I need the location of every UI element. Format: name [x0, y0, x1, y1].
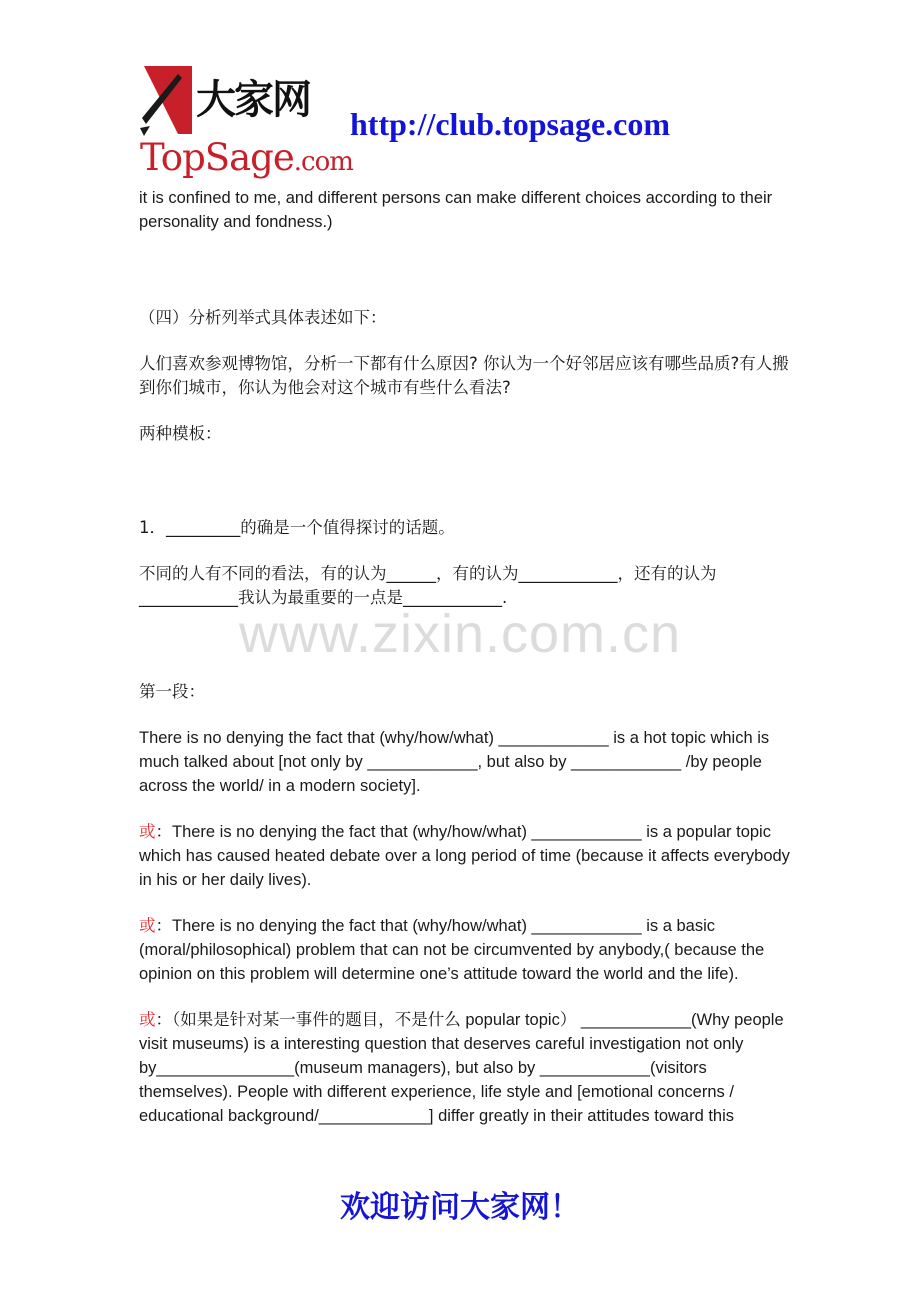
option-paragraph-1: There is no denying the fact that (why/how/what) ____________ is a hot topic which is much talked about [not only by ____________, but also by ____________ /by people across the world/ in a modern society]. [139, 729, 770, 795]
logo-english-text [140, 136, 353, 179]
option-paragraph-3 [139, 914, 799, 986]
option-paragraph-4 [139, 1008, 799, 1128]
question-paragraph: 人们喜欢参观博物馆，分析一下都有什么原因? 你认为一个好邻居应该有哪些品质?有人搬到你们城市，你认为他会对这个城市有些什么看法? [139, 354, 789, 397]
colon: ： [155, 822, 172, 841]
colon: ： [155, 1010, 172, 1029]
option-text: There is no denying the fact that (why/how/what) ____________ is a basic (moral/philosophical) problem that can not be circumvented by anybody,( because the opinion on this problem will determine one’s attitude toward the world and the life). [139, 917, 765, 983]
or-label: 或 [139, 1010, 156, 1029]
template-item-1: 1．_________的确是一个值得探讨的话题。 [139, 518, 455, 537]
colon: ： [155, 916, 172, 935]
templates-label: 两种模板： [139, 424, 222, 443]
option-text: There is no denying the fact that (why/how/what) ____________ is a popular topic which has caused heated debate over a long period of time (because it affects everybody in his or her daily lives). [139, 823, 790, 889]
option-text: （如果是针对某一事件的题目，不是什么 popular topic） ____________(Why people visit museums) is a interesting question that deserves careful investigation not only by_______________(museum managers), but also by ____________(visitors themselves). People with different experience, life style and [emotional concerns / educational background/____________] differ greatly in their attitudes toward this [139, 1011, 784, 1125]
footer-welcome[interactable]: 欢迎访问大家网！ [340, 1190, 580, 1225]
or-label: 或 [139, 822, 156, 841]
or-label: 或 [139, 916, 156, 935]
logo-english-suffix: .com [293, 147, 353, 177]
page-header [138, 66, 778, 184]
logo-english-main: TopSage [140, 136, 294, 179]
section-title: （四）分析列举式具体表述如下： [139, 308, 387, 327]
site-url-link[interactable]: http://club.topsage.com [350, 106, 670, 142]
watermark: www.zixin.com.cn [238, 604, 682, 664]
option-paragraph-2 [139, 820, 799, 892]
topsage-logo[interactable] [138, 66, 353, 184]
logo-chinese-text: 大家网 [196, 76, 310, 123]
views-paragraph: 不同的人有不同的看法，有的认为______，有的认为____________，还有的认为____________我认为最重要的一点是____________. [139, 564, 717, 607]
continued-paragraph: it is confined to me, and different persons can make different choices according to their personality and fondness.) [139, 189, 773, 231]
paragraph-one-label: 第一段： [139, 682, 205, 701]
logo-mark-icon [138, 66, 198, 138]
